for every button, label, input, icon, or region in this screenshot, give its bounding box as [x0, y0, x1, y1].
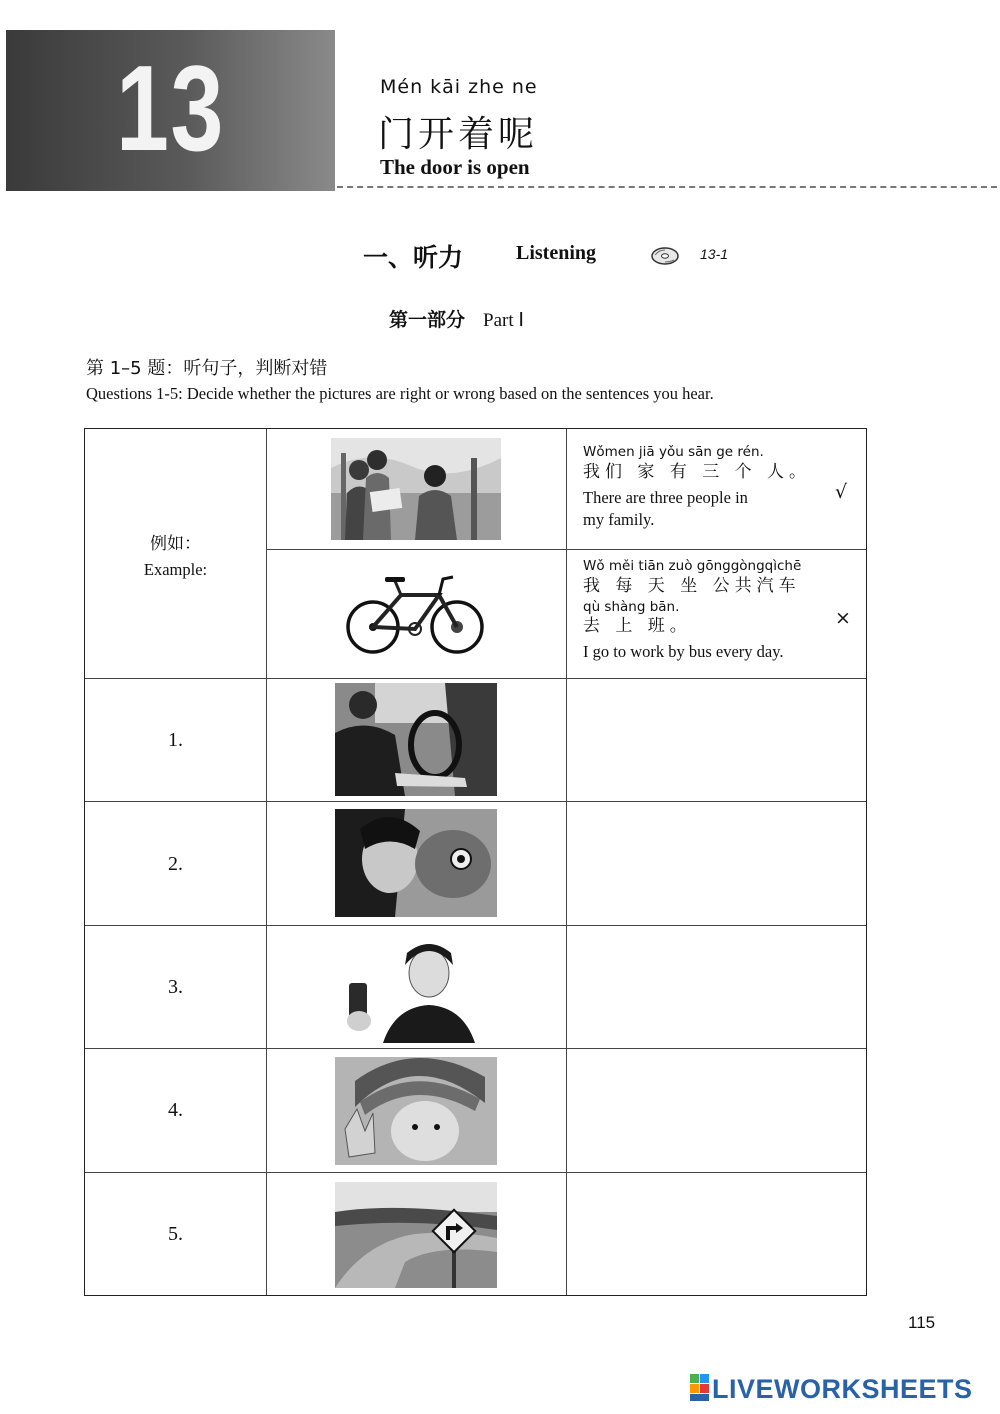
example-2-pinyin-line2: qù shàng bān.	[583, 598, 680, 615]
answer-cell-3[interactable]	[567, 926, 867, 1047]
question-number: 1.	[168, 729, 183, 751]
example-2-chinese-line2: 去 上 班。	[583, 616, 692, 636]
part-heading	[389, 305, 524, 332]
example-1-english-line2: my family.	[583, 509, 655, 529]
check-mark: √	[835, 481, 848, 503]
girl-in-knit-hat	[335, 1057, 497, 1165]
question-number: 4.	[168, 1099, 183, 1121]
page-number: 115	[908, 1313, 936, 1332]
liveworksheets-logo	[690, 1374, 973, 1404]
cd-icon	[650, 243, 684, 267]
answer-cell-1[interactable]	[567, 679, 867, 800]
liveworksheets-logo-icon	[690, 1374, 710, 1402]
answer-cell-4[interactable]	[567, 1049, 867, 1171]
example-2-pinyin-line1: Wǒ měi tiān zuò gōnggòngqìchē	[583, 558, 802, 574]
woman-with-phone	[335, 935, 497, 1043]
table-row-divider	[266, 549, 866, 550]
question-number: 3.	[168, 976, 183, 998]
question-number: 2.	[168, 853, 183, 875]
section-title-chinese: 一、听力	[363, 243, 464, 272]
man-driving-car	[335, 683, 497, 796]
example-1-chinese: 我们 家 有 三 个 人。	[583, 461, 812, 482]
lesson-number: 13	[116, 40, 225, 176]
example-sentence-1	[583, 446, 811, 531]
cross-mark: ×	[835, 607, 851, 629]
part-heading-english: Part Ⅰ	[483, 310, 524, 331]
table-column-divider	[266, 429, 267, 1295]
instructions-chinese: 第 1–5 题：听句子，判断对错	[86, 358, 328, 379]
example-1-pinyin: Wǒmen jiā yǒu sān ge rén.	[583, 444, 764, 460]
lesson-number-block	[6, 30, 335, 191]
example-2-chinese-line1: 我 每 天 坐 公共汽车	[583, 575, 801, 596]
exercise-table	[84, 428, 867, 1296]
example-sentence-2	[583, 560, 801, 663]
example-label-chinese: 例如：	[150, 534, 201, 554]
example-label	[85, 529, 266, 580]
bicycle	[343, 567, 489, 662]
girl-with-stuffed-toy	[335, 809, 497, 917]
answer-cell-2[interactable]	[567, 802, 867, 924]
lesson-title-pinyin: Mén kāi zhe ne	[380, 76, 538, 98]
audio-track-label: 13-1	[700, 246, 729, 262]
example-1-english-line1: There are three people in	[583, 487, 748, 507]
example-label-english: Example:	[143, 560, 208, 579]
road-with-turn-sign	[335, 1182, 497, 1288]
question-number: 5.	[168, 1223, 183, 1245]
header-divider	[337, 186, 997, 188]
lesson-title-chinese: 门开着呢	[378, 114, 539, 155]
section-title-english: Listening	[516, 242, 597, 264]
part-heading-chinese: 第一部分	[389, 309, 466, 331]
lesson-title-english: The door is open	[380, 155, 530, 179]
instructions-english: Questions 1-5: Decide whether the pictures are right or wrong based on the sentences you hear.	[86, 384, 714, 403]
family-photo	[331, 438, 501, 540]
example-2-english: I go to work by bus every day.	[583, 642, 784, 661]
brand-wordmark: LIVEWORKSHEETS	[712, 1374, 973, 1404]
answer-cell-5[interactable]	[567, 1173, 867, 1295]
